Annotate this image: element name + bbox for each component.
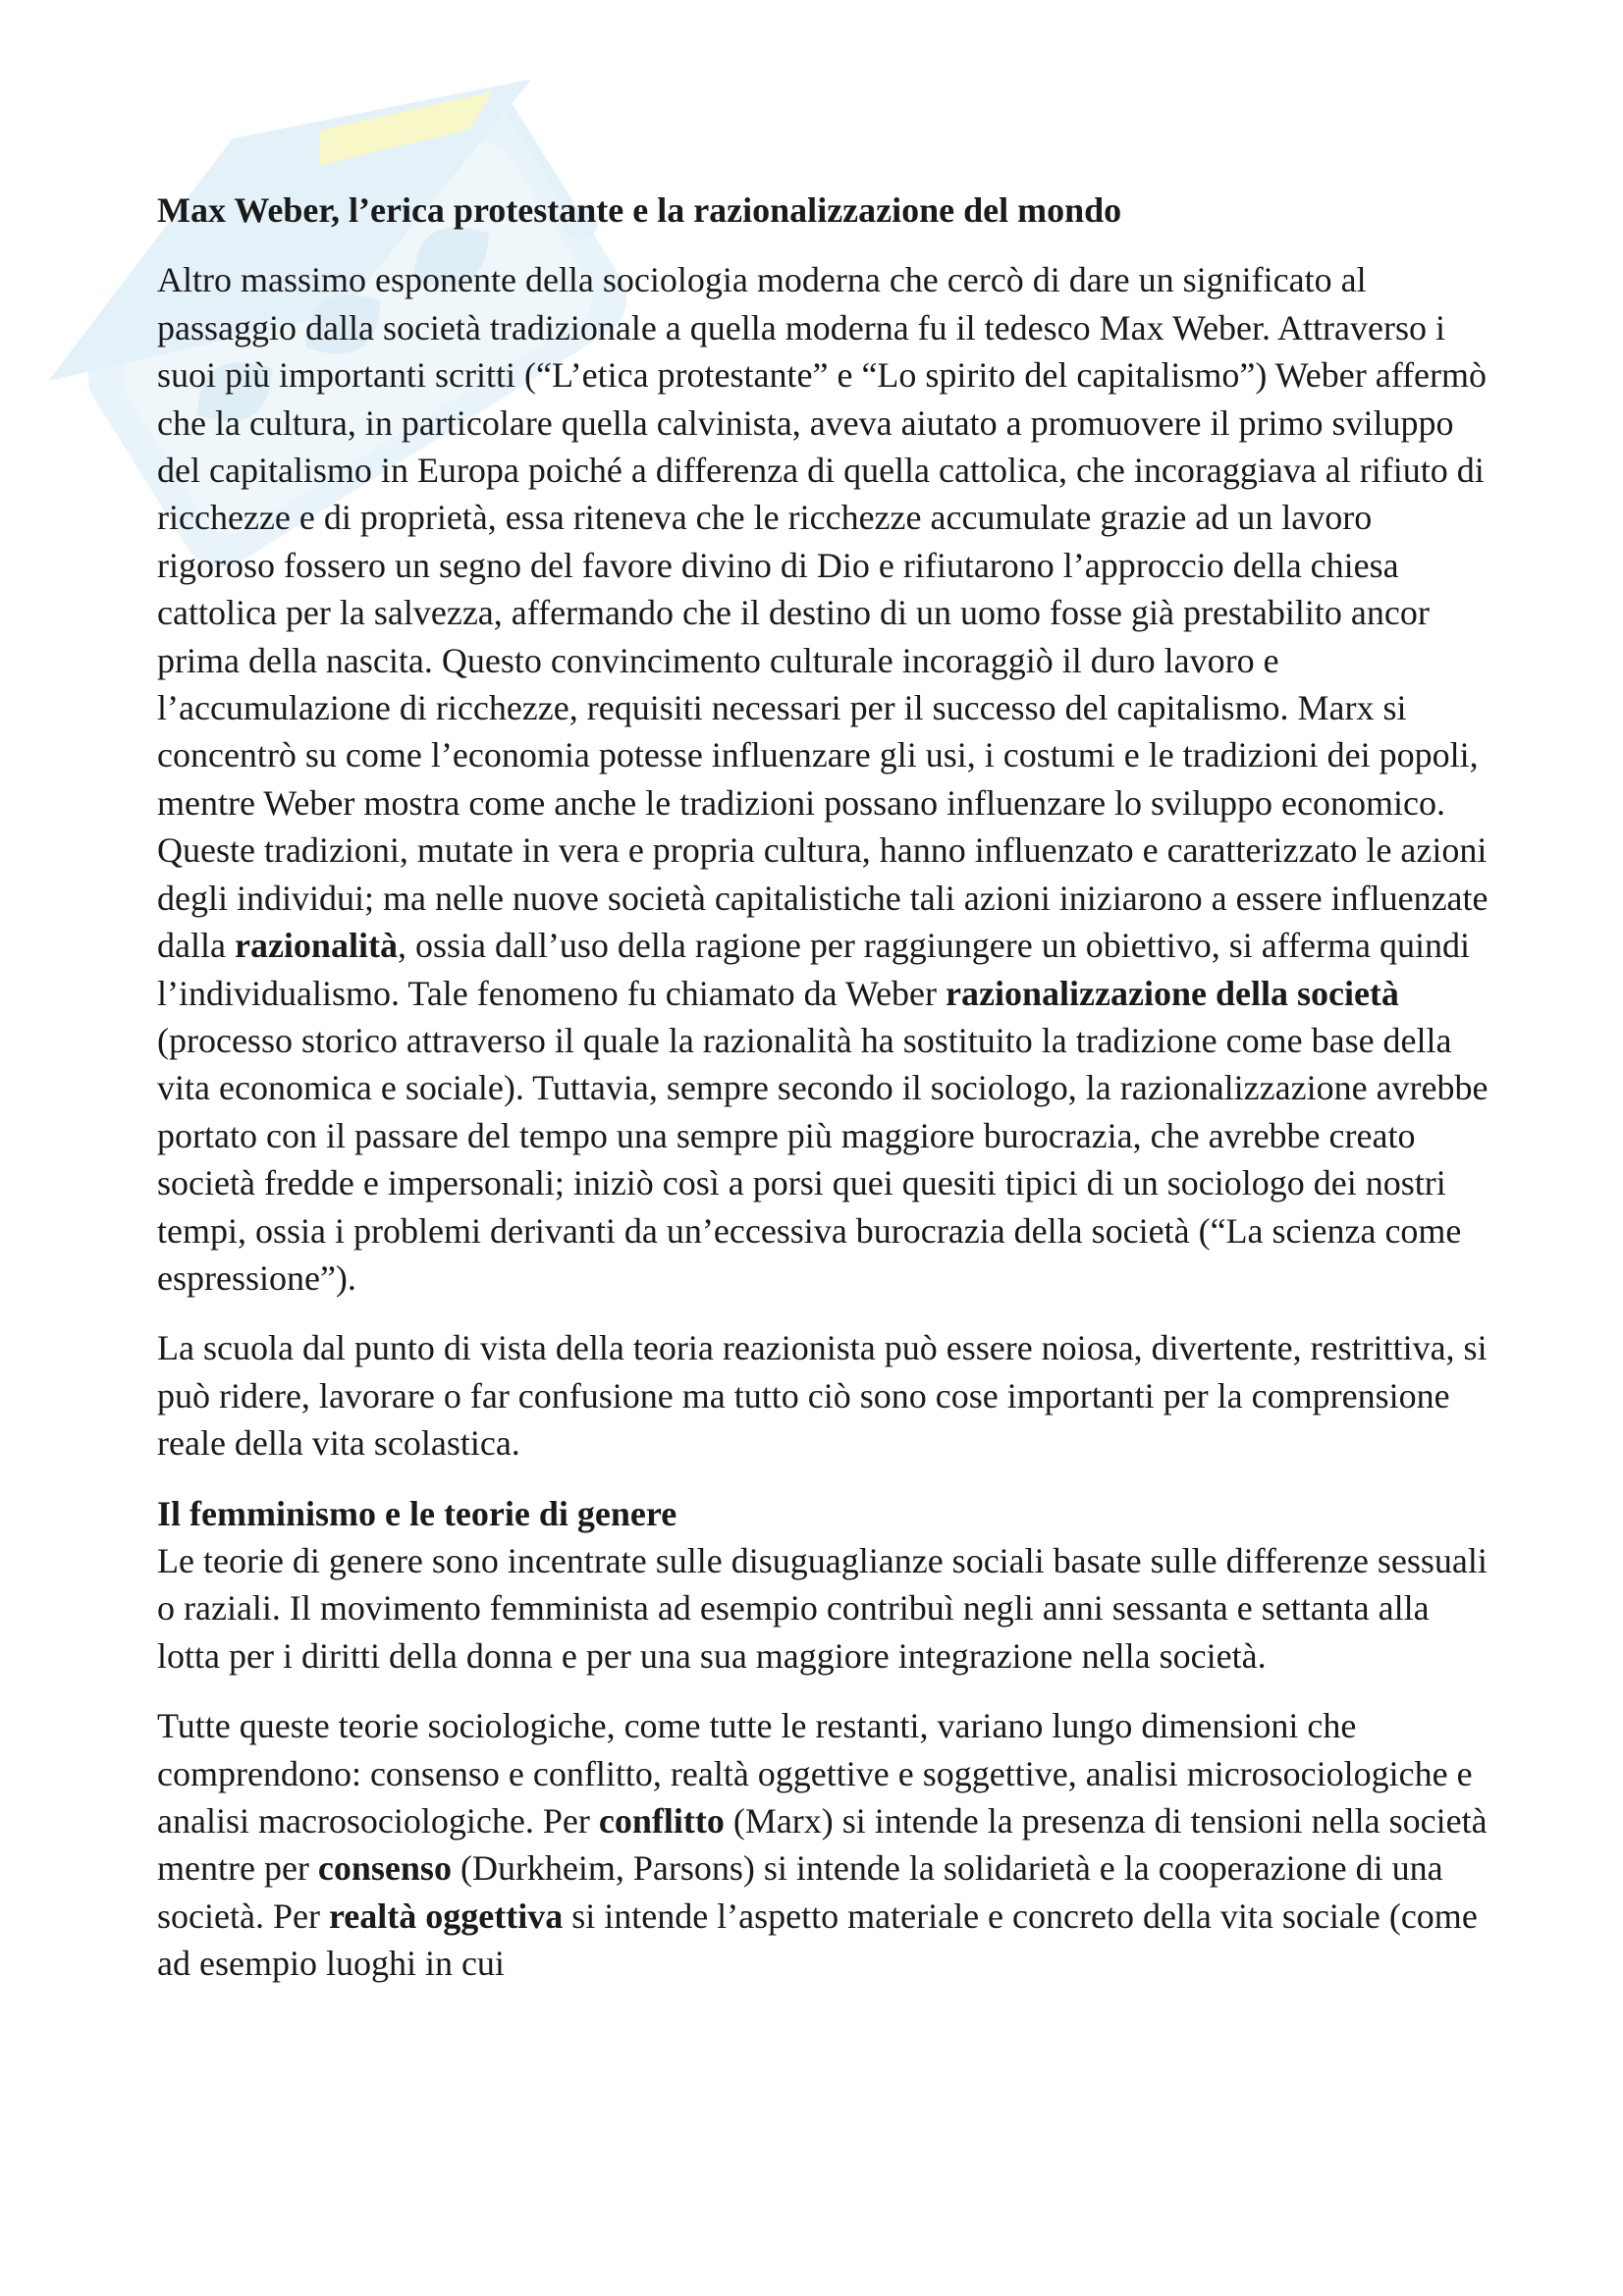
paragraph-text: si intende l’aspetto materiale e concreto della vita sociale (come ad esempio luoghi in cui	[157, 1896, 1478, 1984]
paragraph-text: Tutte queste teorie sociologiche, come tutte le restanti, variano lungo dimensioni che comprendono: consenso e conflitto, realtà oggettive e soggettive, analisi microsociologiche e analisi macrosociologiche. Per	[157, 1706, 1473, 1841]
term-razionalita: razionalità	[234, 926, 398, 966]
term-realta-oggettiva: realtà oggettiva	[328, 1896, 564, 1936]
section-title-femminismo: Il femminismo e le teorie di genere	[157, 1493, 677, 1533]
term-razionalizzazione: razionalizzazione della società	[946, 973, 1399, 1013]
paragraph-text: Altro massimo esponente della sociologia moderna che cercò di dare un significato al passaggio dalla società tradizionale a quella moderna fu il tedesco Max Weber. Attraverso i suoi più importanti scritti (“L’etica protestante” e “Lo spirito del capitalismo”) Weber affermò che la cultura, in particolare quella calvinista, aveva aiutato a promuovere il primo sviluppo del capitalismo in Europa poiché a differenza di quella cattolica, che incoraggiava al rifiuto di ricchezze e di proprietà, essa riteneva che le ricchezze accumulate grazie ad un lavoro rigoroso fossero un segno del favore divino di Dio e rifiutarono l’approccio della chiesa cattolica per la salvezza, affermando che il destino di un uomo fosse già prestabilito ancor prima della nascita. Questo convincimento culturale incoraggiò il duro lavoro e l’accumulazione di ricchezze, requisiti necessari per il successo del capitalismo. Marx si concentrò su come l’economia potesse influenzare gli usi, i costumi e le tradizioni dei popoli, mentre Weber mostra come anche le tradizioni possano influenzare lo sviluppo economico. Queste tradizioni, mutate in vera e propria cultura, hanno influenzato e caratterizzato le azioni degli individui; ma nelle nuove società capitalistiche tali azioni iniziarono a essere influenzate dalla	[157, 260, 1488, 966]
paragraph-teorie-genere: Le teorie di genere sono incentrate sulle disuguaglianze sociali basate sulle differenze sessuali o raziali. Il movimento femminista ad esempio contribuì negli anni sessanta e settanta alla lotta per i diritti della donna e per una sua maggiore integrazione nella società.	[157, 1540, 1488, 1676]
paragraph-weber	[157, 256, 1492, 1302]
paragraph-text: , ossia dall’uso della ragione per raggiungere un obiettivo, si afferma quindi l’individualismo. Tale fenomeno fu chiamato da Weber	[157, 926, 1470, 1013]
paragraph-text: (Durkheim, Parsons) si intende la solidarietà e la cooperazione di una società. Per	[157, 1848, 1443, 1936]
term-conflitto: conflitto	[598, 1801, 725, 1841]
paragraph-dimensioni	[157, 1702, 1492, 1987]
paragraph-scuola: La scuola dal punto di vista della teoria reazionista può essere noiosa, divertente, restrittiva, si può ridere, lavorare o far confusione ma tutto ciò sono cose importanti per la comprensione reale della vita scolastica.	[157, 1328, 1488, 1464]
paragraph-text: (processo storico attraverso il quale la razionalità ha sostituito la tradizione come base della vita economica e sociale). Tuttavia, sempre secondo il sociologo, la razionalizzazione avrebbe portato con il passare del tempo una sempre più maggiore burocrazia, che avrebbe creato società fredde e impersonali; iniziò così a porsi quei quesiti tipici di un sociologo dei nostri tempi, ossia i problemi derivanti da un’eccessiva burocrazia della società (“La scienza come espressione”).	[157, 1020, 1488, 1298]
document-page	[157, 187, 1492, 2010]
paragraph-text: (Marx) si intende la presenza di tensioni nella società mentre per	[157, 1801, 1488, 1889]
term-consenso: consenso	[317, 1848, 452, 1889]
section-title-weber: Max Weber, l’erica protestante e la razionalizzazione del mondo	[157, 190, 1122, 230]
